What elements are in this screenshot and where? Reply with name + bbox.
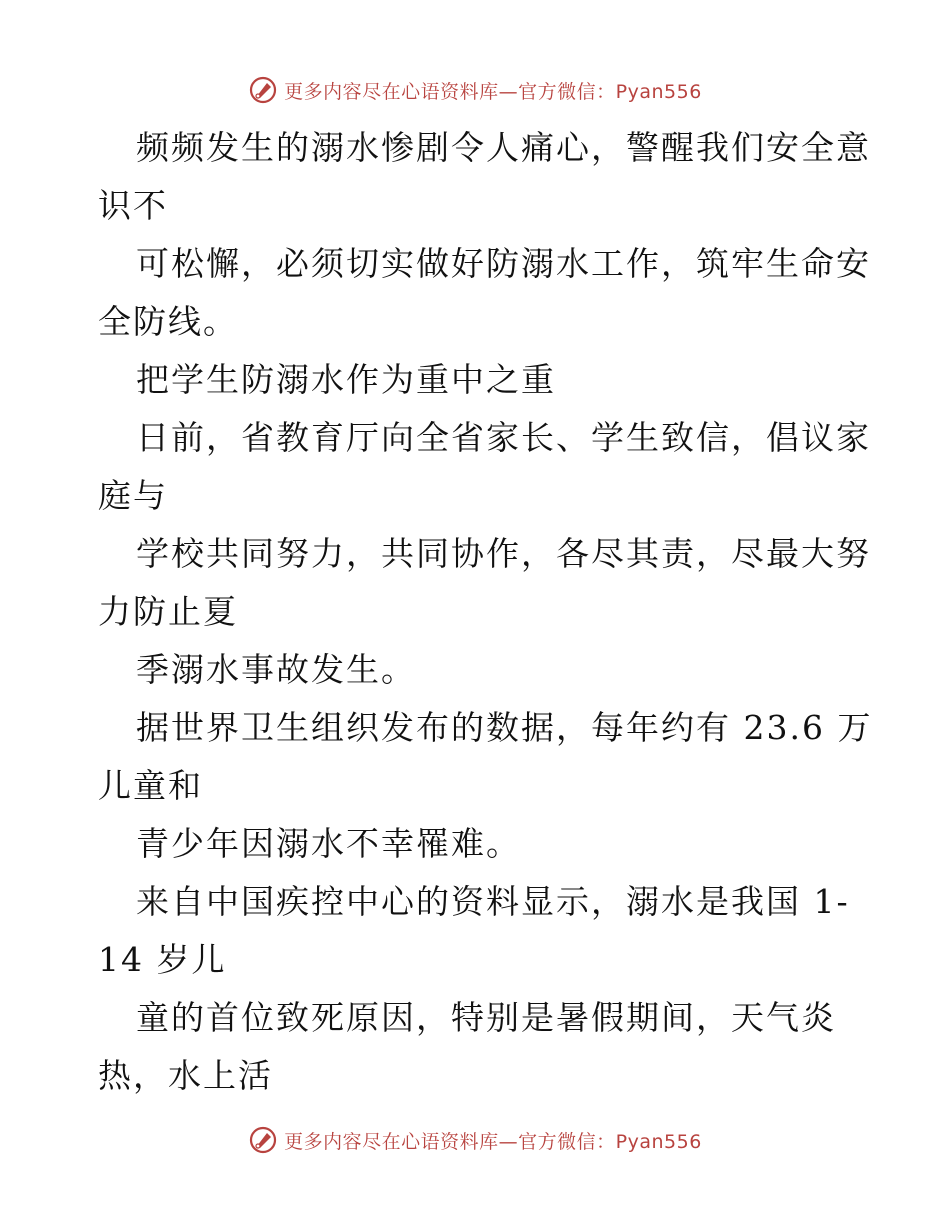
pen-nib-logo-icon [248,1125,278,1155]
text-line: 学校共同努力，共同协作，各尽其责，尽最大努 [136,534,871,573]
text-line: 青少年因溺水不幸罹难。 [136,824,521,863]
text-line: 识不 [98,186,168,225]
text-line: 可松懈，必须切实做好防溺水工作，筑牢生命安 [136,244,871,283]
text-line: 热，水上活 [98,1056,273,1095]
footer-watermark-text: 更多内容尽在心语资料库—官方微信：Pyan556 [284,1130,702,1153]
text-line: 力防止夏 [98,592,238,631]
text-line: 日前，省教育厅向全省家长、学生致信，倡议家 [136,418,871,457]
text-line: 季溺水事故发生。 [136,650,416,689]
text-line: 庭与 [98,476,168,515]
text-line: 儿童和 [98,766,203,805]
text-line: 据世界卫生组织发布的数据，每年约有 23.6 万 [136,708,873,747]
header-watermark-text: 更多内容尽在心语资料库—官方微信：Pyan556 [284,80,702,103]
text-line: 14 岁儿 [98,940,227,979]
pen-nib-logo-icon [248,75,278,105]
text-line: 来自中国疾控中心的资料显示，溺水是我国 1- [136,882,850,921]
footer-watermark-banner [0,1120,950,1160]
text-line: 童的首位致死原因，特别是暑假期间，天气炎 [136,998,836,1037]
document-body [98,119,873,1105]
header-watermark-banner [0,70,950,110]
text-line: 把学生防溺水作为重中之重 [136,360,556,399]
text-line: 频频发生的溺水惨剧令人痛心，警醒我们安全意 [136,128,871,167]
text-line: 全防线。 [98,302,238,341]
